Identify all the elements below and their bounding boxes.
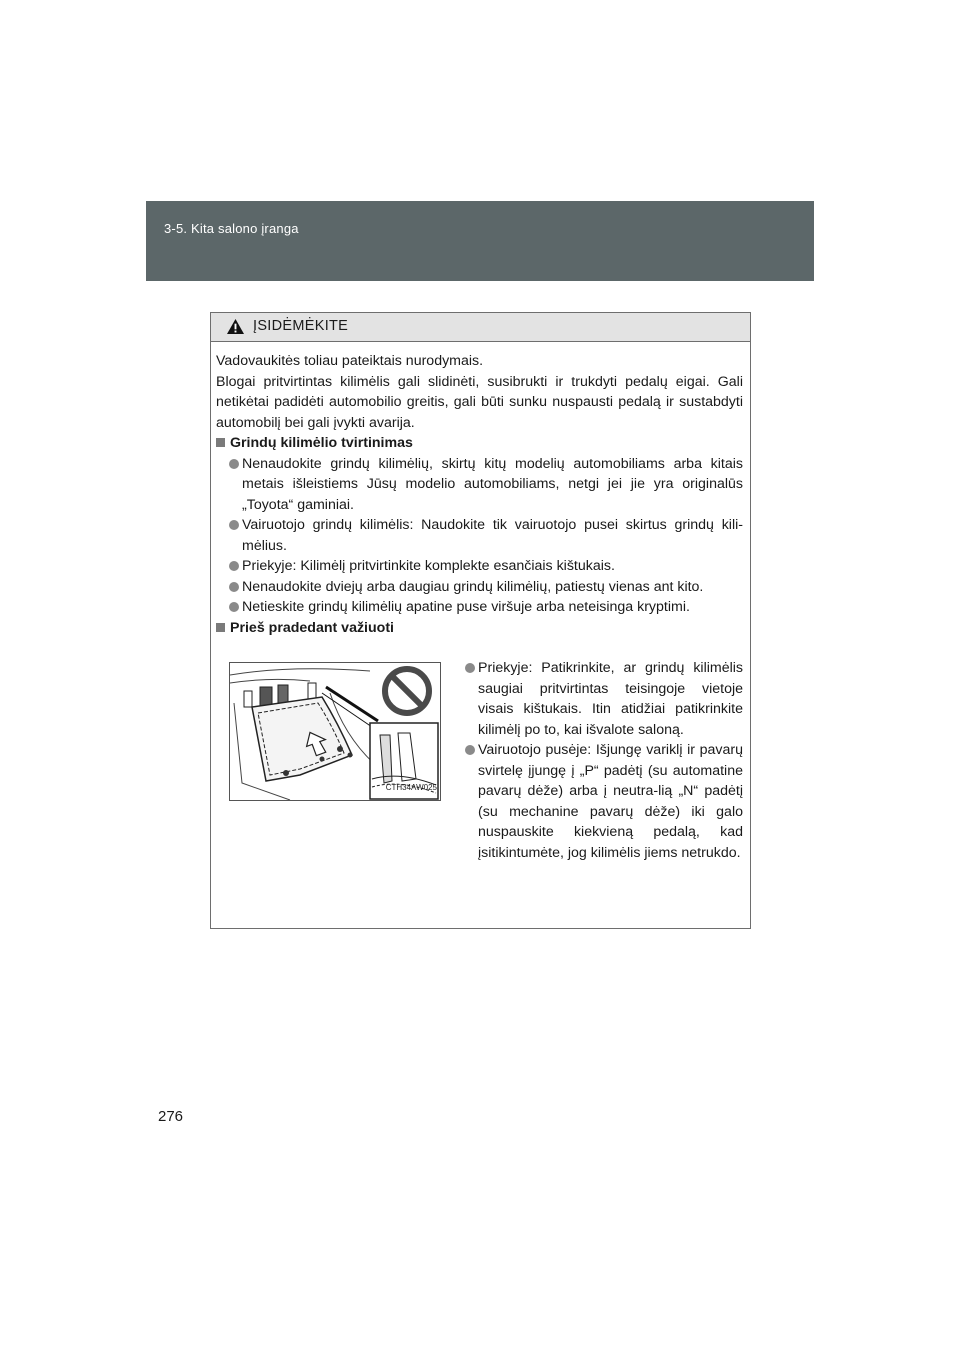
figure-code: CTH34AW025 (385, 782, 437, 792)
round-bullet-icon (229, 520, 239, 530)
list-item-text: Vairuotojo pusėje: Išjungę variklį ir pavarų svirtelę įjungę į „P“ padėtį (su automatine pavarų dėže) arba į neutra-lią „N“ padėtį (su mechanine pavarų dėže) iki galo nuspauskite kiekvieną pedalą, kad įsitikintumėte, jog kilimėlis jiems netrukdo. (478, 742, 743, 861)
list-item-text: Vairuotojo grindų kilimėlis: Naudokite tik vairuotojo pusei skirtus grindų kili-mėlius. (242, 517, 743, 554)
before-driving-row (216, 638, 743, 898)
list-item (216, 454, 743, 516)
list-item (216, 577, 743, 598)
list-item (452, 740, 743, 863)
round-bullet-icon (229, 561, 239, 571)
round-bullet-icon (229, 582, 239, 592)
round-bullet-icon (229, 459, 239, 469)
floor-mat-illustration (229, 662, 441, 801)
list-item-text: Priekyje: Kilimėlį pritvirtinkite komplekte esančiais kištukais. (242, 558, 615, 574)
section-heading-mat-fixing (216, 433, 743, 454)
list-item (216, 597, 743, 618)
section-heading-before-driving (216, 618, 743, 639)
list-item-text: Priekyje: Patikrinkite, ar grindų kilimėlis saugiai pritvirtintas teisingoje vietoje visais kištukais. Itin atidžiai patikrinkite kilimėlį po to, kai išvalote saloną. (478, 660, 743, 738)
list-item-text: Netieskite grindų kilimėlių apatine puse viršuje arba neteisinga kryptimi. (242, 599, 690, 615)
warning-box (210, 312, 751, 929)
square-bullet-icon (216, 623, 225, 632)
round-bullet-icon (465, 663, 475, 673)
square-bullet-icon (216, 438, 225, 447)
list-item (452, 658, 743, 740)
list-item-text: Nenaudokite grindų kilimėlių, skirtų kitų modelių automobiliams arba kitais metais išleistiems Jūsų modelio automobiliams, netgi jei jie yra originalūs „Toyota“ gaminiai. (242, 455, 743, 513)
list-item (216, 515, 743, 556)
list-item (216, 556, 743, 577)
page-number: 276 (158, 1108, 184, 1125)
warning-content (216, 351, 743, 898)
section-header-band (146, 201, 814, 281)
before-driving-list (452, 658, 743, 863)
intro-line: Vadovaukitės toliau pateiktais nurodymais. (216, 353, 484, 369)
section-title: 3-5. Kita salono įranga (164, 221, 299, 236)
warning-title: ĮSIDĖMĖKITE (253, 318, 349, 334)
warning-triangle-icon (226, 318, 245, 335)
round-bullet-icon (465, 745, 475, 755)
intro-text: Blogai pritvirtintas kilimėlis gali slidinėti, susibrukti ir trukdyti pedalų eigai. Gali netikėtai padidėti automobilio greitis, gali būti sunku nuspausti pedalą ir sustabdyti automobilį bei gali įvykti avarija. (216, 373, 743, 431)
warning-header (211, 313, 750, 342)
list-item-text: Nenaudokite dviejų arba daugiau grindų kilimėlių, patiestų vienas ant kito. (242, 578, 704, 595)
round-bullet-icon (229, 602, 239, 612)
section-heading-text: Grindų kilimėlio tvirtinimas (230, 435, 413, 451)
section-heading-text: Prieš pradedant važiuoti (230, 619, 394, 636)
